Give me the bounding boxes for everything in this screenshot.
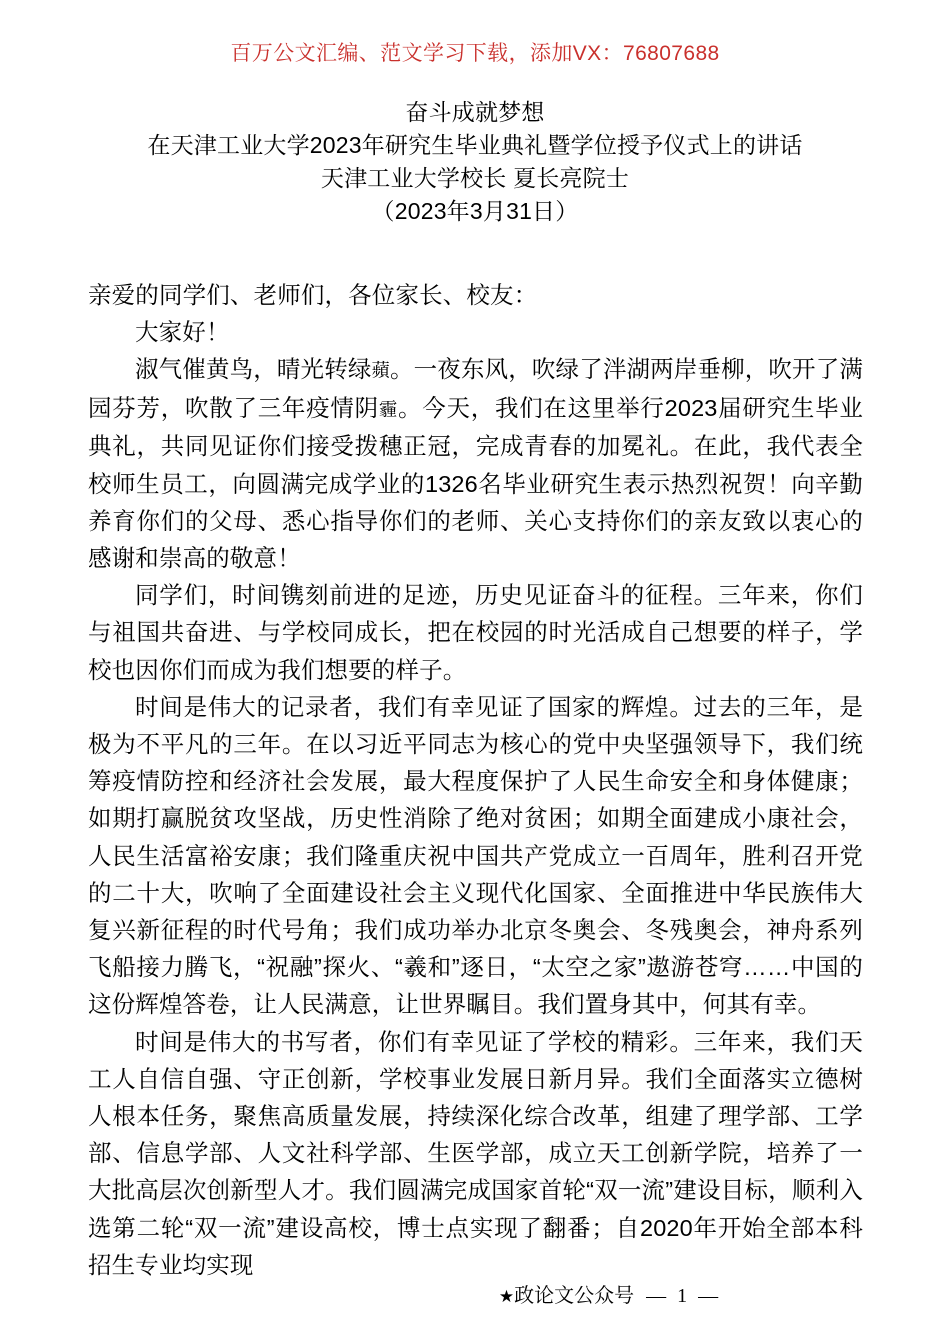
document-date: （2023年3月31日） — [371, 198, 579, 224]
footer-inner — [499, 1283, 721, 1310]
fallback-glyph-mai: 霾 — [378, 399, 398, 421]
document-title: 奋斗成就梦想 — [405, 99, 545, 125]
promo-banner: 百万公文汇编、范文学习下载，添加VX：76807688 — [230, 42, 720, 65]
document-author: 天津工业大学校长 夏长亮院士 — [320, 165, 630, 191]
document-subtitle: 在天津工业大学2023年研究生毕业典礼暨学位授予仪式上的讲话 — [147, 132, 803, 158]
paragraph-2: 同学们，时间镌刻前进的足迹，历史见证奋斗的征程。三年来，你们与祖国共奋进、与学校同成长，把在校园的时光活成自己想要的样子，学校也因你们而成为我们想要的样子。 — [88, 582, 863, 683]
title-block — [0, 96, 950, 228]
paragraph-1 — [88, 351, 863, 577]
star-icon: ★ — [498, 1287, 515, 1307]
paragraph-1-part-b: 。一夜东风，吹绿了泮湖两岸垂柳，吹开了满园芬芳，吹散了三年疫情阴 — [88, 356, 864, 421]
document-body — [88, 277, 863, 1284]
footer-source: 政论文公众号 — [514, 1285, 635, 1307]
page-footer — [0, 1283, 950, 1310]
paragraph-1-part-a: 淑气催黄鸟，晴光转绿 — [135, 356, 372, 383]
paragraph-3: 时间是伟大的记录者，我们有幸见证了国家的辉煌。过去的三年，是极为不平凡的三年。在以习近平同志为核心的党中央坚强领导下，我们统筹疫情防控和经济社会发展，最大程度保护了人民生命安全和身体健康；如期打赢脱贫攻坚战，历史性消除了绝对贫困；如期全面建成小康社会，人民生活富裕安康；我们隆重庆祝中国共产党成立一百周年，胜利召开党的二十大，吹响了全面建设社会主义现代化国家、全面推进中华民族伟大复兴新征程的时代号角；我们成功举办北京冬奥会、冬残奥会，神舟系列飞船接力腾飞，“祝融”探火、“羲和”逐日，“太空之家”遨游苍穹……中国的这份辉煌答卷，让人民满意，让世界瞩目。我们置身其中，何其有幸。 — [88, 693, 863, 1018]
fallback-glyph-pin: 蘋 — [371, 360, 390, 382]
greeting-line: 大家好！ — [135, 319, 230, 346]
salutation-line: 亲爱的同学们、老师们，各位家长、校友： — [88, 282, 538, 308]
paragraph-4: 时间是伟大的书写者，你们有幸见证了学校的精彩。三年来，我们天工人自信自强、守正创新，学校事业发展日新月异。我们全面落实立德树人根本任务，聚焦高质量发展，持续深化综合改革，组建了理学部、工学部、信息学部、人文社科学部、生医学部，成立天工创新学院，培养了一大批高层次创新型人才。我们圆满完成国家首轮“双一流”建设目标，顺利入选第二轮“双一流”建设高校，博士点实现了翻番；自2020年开始全部本科招生专业均实现 — [88, 1028, 863, 1278]
page-number: — 1 — — [646, 1285, 722, 1307]
paragraph-1-part-c: 。今天，我们在这里举行2023届研究生毕业典礼，共同见证你们接受拨穗正冠，完成青春的加冕礼。在此，我代表全校师生员工，向圆满完成学业的1326名毕业研究生表示热烈祝贺！向辛勤养育你们的父母、悉心指导你们的老师、关心支持你们的亲友致以衷心的感谢和崇高的敬意！ — [88, 394, 863, 571]
